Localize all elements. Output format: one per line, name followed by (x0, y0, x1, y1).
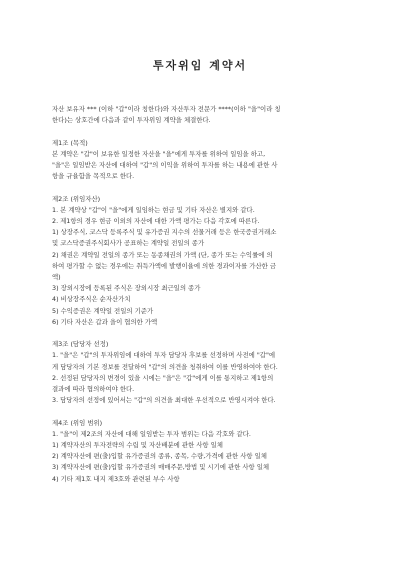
article-line: 하여 평가할 수 없는 경우에는 취득가액에 발행이율에 의한 경과이자를 가산한 금 (52, 261, 277, 270)
article-3 (52, 339, 352, 406)
article-line: 액) (52, 273, 61, 282)
article-line: 3) 계약자산에 편(출)입할 유가증권의 매매주문,방법 및 시기에 관한 사항 일체 (52, 463, 270, 472)
article-4 (52, 418, 352, 485)
article-line: 3) 장외시장에 등록된 주식은 장외시장 최근일의 종가 (52, 284, 201, 293)
article-1 (52, 138, 352, 183)
article-line: 4) 비상장주식은 순자산가치 (52, 295, 131, 304)
article-line: "을"은 일임받은 자산에 대하여 "갑"의 이익을 위하여 투자를 하는 내용에 관한 사 (52, 161, 278, 169)
article-2 (52, 194, 352, 328)
article-line: 1. "을"이 제2조의 자산에 대해 일임받는 투자 범위는 다음 각호와 같다. (52, 429, 251, 438)
intro-line: 한다)는 상호간에 다음과 같이 투자위임 계약을 체결한다. (52, 116, 211, 125)
article-heading: 제1조 (목적) (52, 138, 88, 147)
article-line: 항을 규율함을 목적으로 한다. (52, 172, 135, 181)
article-line: 및 코스닥증권주식회사가 공표하는 계약일 전일의 종가 (52, 239, 205, 248)
article-heading: 제2조 (위임자산) (52, 194, 101, 203)
article-line: 게 담당자의 기본 경보를 전달하여 "갑"의 의견을 청취하여 이를 반영하여야 한다. (52, 362, 278, 371)
article-line: 2. 선정된 담당자의 변경이 있을 시에는 "을"은 "갑"에게 이를 통지하고 제1항의 (52, 373, 274, 382)
document-body (52, 104, 352, 485)
article-line: 1) 계약자산의 투자전략의 수립 및 자산배분에 관한 사항 일체 (52, 441, 223, 450)
intro-line: 자산 보유자 *** (이하 "갑"이라 칭한다)와 자산투자 전문가 ****(이하 "을"이라 칭 (52, 105, 281, 113)
article-line: 결과에 따라 협의하여야 한다. (52, 385, 135, 394)
article-heading: 제4조 (위임 범위) (52, 418, 103, 427)
article-line: 2. 제1항의 경우 현금 이외의 자산에 대한 가액 평가는 다음 각호에 따른다. (52, 217, 260, 225)
intro-paragraph (52, 104, 352, 126)
article-line: 5) 수익증권은 계약일 전일의 기준가 (52, 306, 154, 315)
article-line: 3. 담당자의 선정에 있어서는 "갑"의 의견을 최대한 우선적으로 반영시켜야 한다. (52, 396, 276, 405)
article-line: 1. 본 계약상 "갑"이 "을"에게 일임하는 현금 및 기타 자산은 별지와 같다. (52, 205, 255, 214)
article-line: 1. "을"은 "갑"의 투자위임에 대하여 투자 담당자 후보를 선정하며 사전에 "갑"에 (52, 351, 276, 360)
article-line: 2) 계약자산에 편(출)입할 유가증권의 종류, 종목, 수량,가격에 관한 사항 일체 (52, 452, 267, 461)
article-line: 4) 기타 제1호 내지 제3호와 관련된 부수 사항 (52, 474, 180, 483)
article-line: 본 계약은 "갑"이 보유한 일정한 자산을 "을"에게 투자를 위하여 일임을 하고, (52, 149, 266, 158)
article-line: 6) 기타 자산은 갑과 을이 협의한 가액 (52, 317, 158, 326)
article-heading: 제3조 (담당자 선정) (52, 340, 109, 349)
document-title: 투자위임 계약서 (152, 59, 248, 72)
article-line: 2) 채권은 계약일 전일의 종가 또는 동종채권의 가액 (단, 종가 또는 수익률에 의 (52, 250, 273, 259)
article-line: 1) 상장주식, 코스닥 등록주식 및 유가증권 지수의 선물거래 등은 한국증권거래소 (52, 228, 277, 237)
